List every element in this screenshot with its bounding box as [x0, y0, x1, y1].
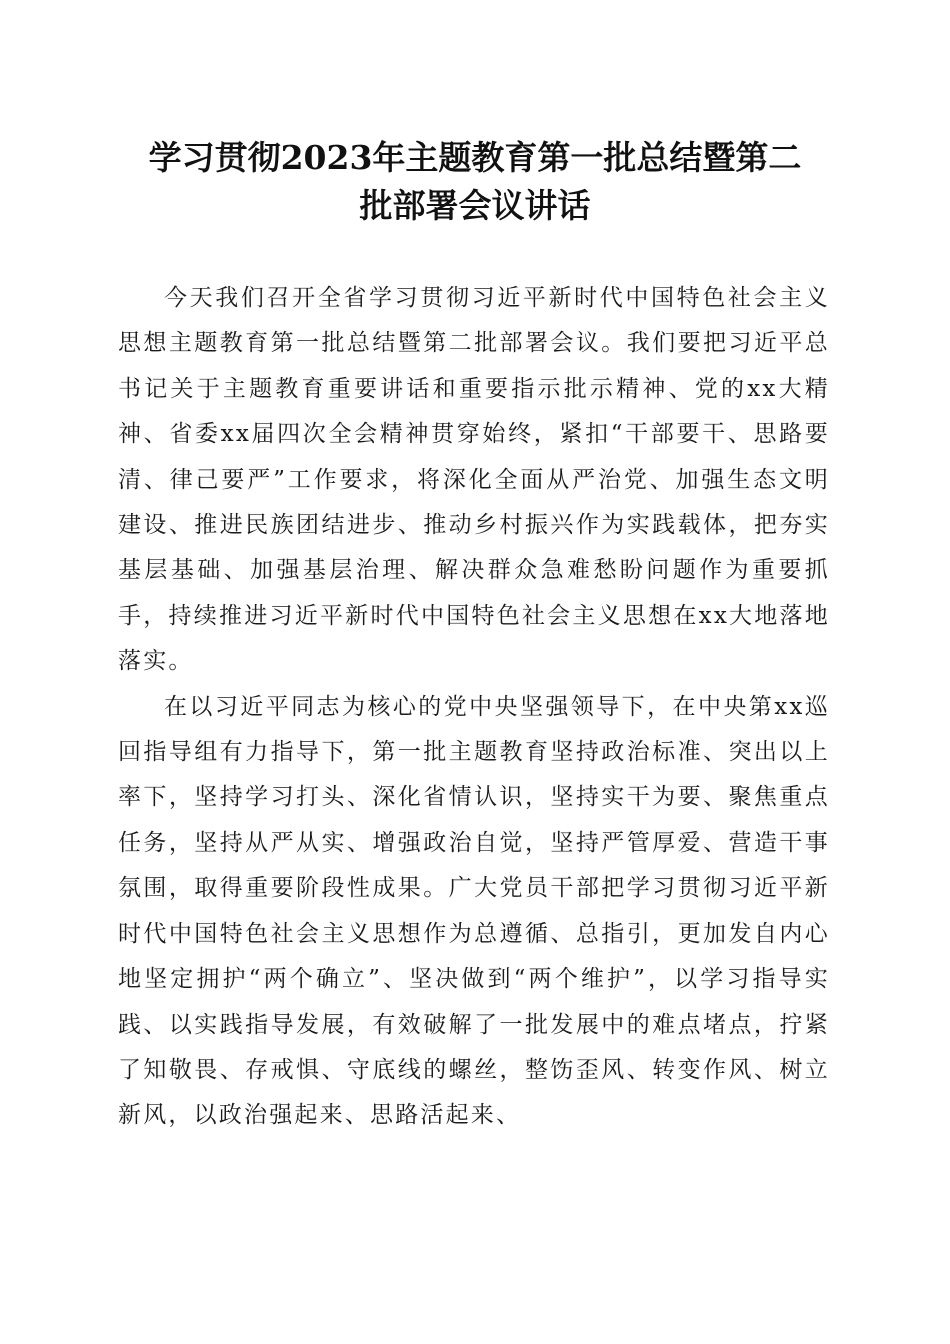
paragraph-1: 今天我们召开全省学习贯彻习近平新时代中国特色社会主义思想主题教育第一批总结暨第二批部署会议。我们要把习近平总书记关于主题教育重要讲话和重要指示批示精神、党的xx大精神、省委xx届四次全会精神贯穿始终，紧扣“干部要干、思路要清、律己要严”工作要求，将深化全面从严治党、加强生态文明建设、推进民族团结进步、推动乡村振兴作为实践载体，把夯实基层基础、加强基层治理、解决群众急难愁盼问题作为重要抓手，持续推进习近平新时代中国特色社会主义思想在xx大地落地落实。	[118, 285, 830, 675]
title-line-1: 学习贯彻2023年主题教育第一批总结暨第二	[148, 138, 802, 177]
title-line-2: 批部署会议讲话	[359, 186, 591, 225]
document-title	[115, 134, 835, 230]
paragraph-2: 在以习近平同志为核心的党中央坚强领导下，在中央第xx巡回指导组有力指导下，第一批主题教育坚持政治标准、突出以上率下，坚持学习打头、深化省情认识，坚持实干为要、聚焦重点任务，坚持从严从实、增强政治自觉，坚持严管厚爱、营造干事氛围，取得重要阶段性成果。广大党员干部把学习贯彻习近平新时代中国特色社会主义思想作为总遵循、总指引，更加发自内心地坚定拥护“两个确立”、坚决做到“两个维护”，以学习指导实践、以实践指导发展，有效破解了一批发展中的难点堵点，拧紧了知敬畏、存戒惧、守底线的螺丝，整饬歪风、转变作风、树立新风，以政治强起来、思路活起来、	[118, 693, 830, 1129]
document-body	[118, 276, 830, 1139]
